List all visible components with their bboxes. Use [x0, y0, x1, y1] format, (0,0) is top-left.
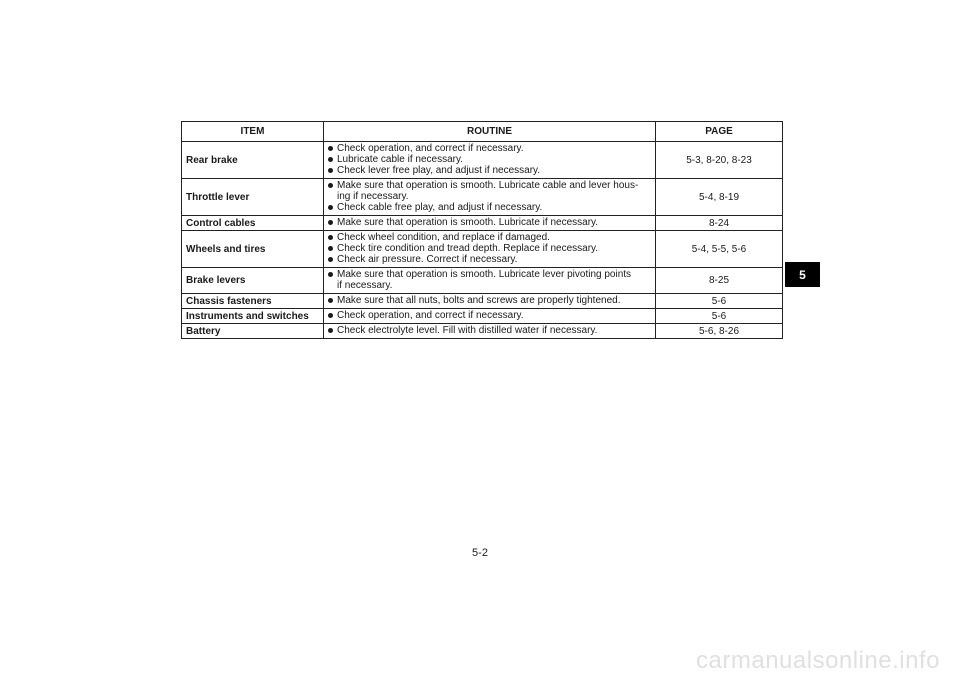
bullet-icon [328, 205, 333, 210]
header-item: ITEM [182, 122, 324, 142]
bullet-icon [328, 183, 333, 188]
routine-text: Check operation, and correct if necessary. [337, 310, 524, 321]
header-routine: ROUTINE [324, 122, 656, 142]
watermark: carmanualsonline.info [696, 647, 940, 674]
routine-line [328, 154, 652, 165]
row-routine [324, 142, 656, 179]
periodic-check-table [181, 121, 783, 339]
row-routine [324, 294, 656, 309]
bullet-icon [328, 168, 333, 173]
row-item: Brake levers [182, 268, 324, 294]
routine-line [328, 165, 652, 176]
routine-line [328, 180, 652, 202]
row-page: 8-24 [656, 216, 783, 231]
row-item: Battery [182, 324, 324, 339]
row-routine [324, 309, 656, 324]
bullet-icon [328, 272, 333, 277]
routine-line [328, 217, 652, 228]
routine-line [328, 325, 652, 336]
routine-text: Make sure that operation is smooth. Lubricate if necessary. [337, 217, 599, 228]
table-row [182, 142, 783, 179]
routine-line [328, 295, 652, 306]
row-routine [324, 216, 656, 231]
row-page: 5-6 [656, 294, 783, 309]
routine-text: Make sure that operation is smooth. Lubricate cable and lever hous- ing if necessary. [337, 180, 639, 202]
routine-line [328, 232, 652, 243]
row-item: Throttle lever [182, 179, 324, 216]
routine-text: Check air pressure. Correct if necessary. [337, 254, 518, 265]
row-item: Chassis fasteners [182, 294, 324, 309]
routine-line [328, 310, 652, 321]
row-item: Control cables [182, 216, 324, 231]
bullet-icon [328, 235, 333, 240]
routine-text: Make sure that operation is smooth. Lubricate lever pivoting points if necessary. [337, 269, 632, 291]
row-page: 5-4, 5-5, 5-6 [656, 231, 783, 268]
table-row [182, 179, 783, 216]
row-routine [324, 324, 656, 339]
bullet-icon [328, 220, 333, 225]
routine-line [328, 254, 652, 265]
routine-text: Check wheel condition, and replace if damaged. [337, 232, 550, 243]
table-row [182, 324, 783, 339]
table-row [182, 231, 783, 268]
routine-text: Lubricate cable if necessary. [337, 154, 463, 165]
routine-text: Check cable free play, and adjust if necessary. [337, 202, 543, 213]
row-page: 5-3, 8-20, 8-23 [656, 142, 783, 179]
routine-text: Check tire condition and tread depth. Replace if necessary. [337, 243, 599, 254]
page-number: 5-2 [472, 547, 488, 559]
routine-line [328, 143, 652, 154]
row-item: Rear brake [182, 142, 324, 179]
routine-line [328, 269, 652, 291]
routine-text: Check lever free play, and adjust if necessary. [337, 165, 541, 176]
row-page: 5-4, 8-19 [656, 179, 783, 216]
table-row [182, 309, 783, 324]
chapter-tab: 5 [785, 262, 820, 287]
routine-line [328, 243, 652, 254]
table-body [182, 142, 783, 339]
row-routine [324, 179, 656, 216]
row-routine [324, 231, 656, 268]
bullet-icon [328, 146, 333, 151]
row-item: Wheels and tires [182, 231, 324, 268]
bullet-icon [328, 257, 333, 262]
row-page: 8-25 [656, 268, 783, 294]
table-row [182, 268, 783, 294]
bullet-icon [328, 313, 333, 318]
bullet-icon [328, 157, 333, 162]
table-header-row [182, 122, 783, 142]
table-row [182, 294, 783, 309]
routine-text: Check operation, and correct if necessary. [337, 143, 524, 154]
row-item: Instruments and switches [182, 309, 324, 324]
bullet-icon [328, 328, 333, 333]
routine-text: Make sure that all nuts, bolts and screws are properly tightened. [337, 295, 621, 306]
bullet-icon [328, 298, 333, 303]
row-page: 5-6, 8-26 [656, 324, 783, 339]
routine-text: Check electrolyte level. Fill with distilled water if necessary. [337, 325, 598, 336]
row-page: 5-6 [656, 309, 783, 324]
routine-line [328, 202, 652, 213]
row-routine [324, 268, 656, 294]
header-page: PAGE [656, 122, 783, 142]
bullet-icon [328, 246, 333, 251]
table-row [182, 216, 783, 231]
